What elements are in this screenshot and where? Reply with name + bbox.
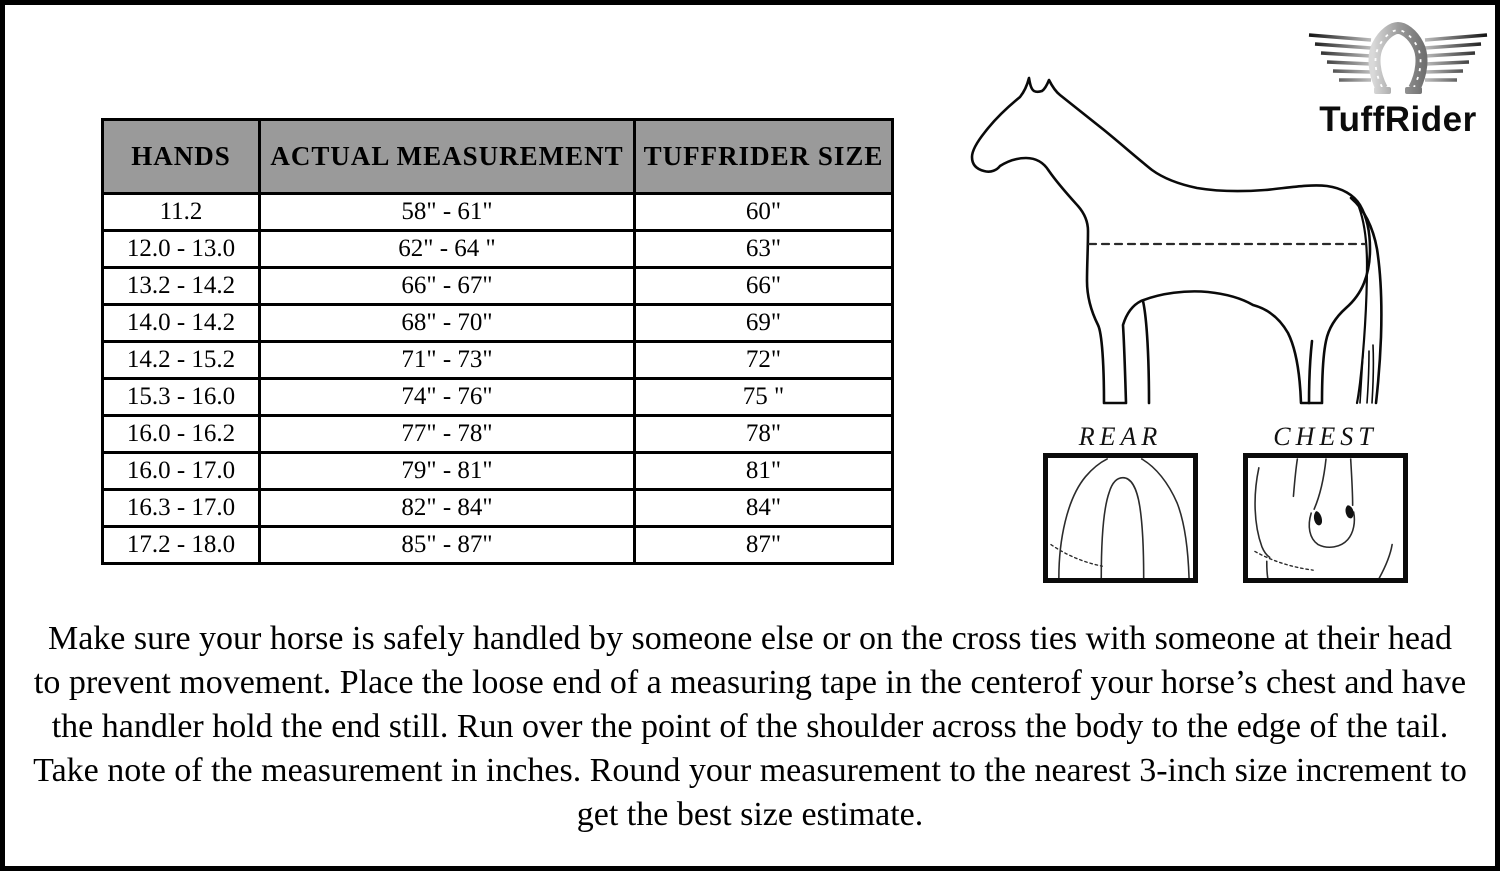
table-row bbox=[103, 305, 893, 342]
winged-horseshoe-icon bbox=[1303, 19, 1493, 99]
rear-figure-label: REAR bbox=[1078, 422, 1163, 451]
cell-measurement: 85" - 87" bbox=[260, 527, 635, 564]
cell-hands: 12.0 - 13.0 bbox=[103, 231, 260, 268]
cell-hands: 16.0 - 17.0 bbox=[103, 453, 260, 490]
horse-tail-strand bbox=[1372, 345, 1373, 403]
horseshoe-heel bbox=[1405, 87, 1422, 94]
cell-size: 63" bbox=[635, 231, 893, 268]
cell-measurement: 58" - 61" bbox=[260, 194, 635, 231]
cell-measurement: 62" - 64 " bbox=[260, 231, 635, 268]
table-row bbox=[103, 194, 893, 231]
cell-measurement: 79" - 81" bbox=[260, 453, 635, 490]
left-wing bbox=[1309, 35, 1371, 80]
cell-hands: 14.0 - 14.2 bbox=[103, 305, 260, 342]
chest-view-sketch bbox=[1248, 458, 1403, 578]
table-row bbox=[103, 527, 893, 564]
cell-hands: 16.0 - 16.2 bbox=[103, 416, 260, 453]
horseshoe bbox=[1375, 28, 1422, 89]
size-table bbox=[101, 118, 894, 565]
cell-size: 69" bbox=[635, 305, 893, 342]
header-hands: HANDS bbox=[103, 120, 260, 194]
cell-size: 72" bbox=[635, 342, 893, 379]
cell-hands: 13.2 - 14.2 bbox=[103, 268, 260, 305]
rear-view-figure bbox=[1043, 453, 1198, 583]
cell-size: 78" bbox=[635, 416, 893, 453]
table-row bbox=[103, 416, 893, 453]
cell-size: 75 " bbox=[635, 379, 893, 416]
cell-measurement: 68" - 70" bbox=[260, 305, 635, 342]
measuring-instructions: Make sure your horse is safely handled by someone else or on the cross ties with someone at their head to prevent movement. Place the loose end of a measuring tape in the centerof your horse’s chest and have the handler hold the end still. Run over the point of the shoulder across the body to the edge of the tail. Take note of the measurement in inches. Round your measurement to the nearest 3-inch size increment to get the best size estimate. bbox=[33, 620, 1467, 833]
table-row bbox=[103, 231, 893, 268]
header-tuffrider-size: TUFFRIDER SIZE bbox=[635, 120, 893, 194]
cell-size: 60" bbox=[635, 194, 893, 231]
chest-view-figure bbox=[1243, 453, 1408, 583]
cell-size: 81" bbox=[635, 453, 893, 490]
cell-hands: 16.3 - 17.0 bbox=[103, 490, 260, 527]
right-wing bbox=[1425, 35, 1487, 80]
horse-tail-strand bbox=[1367, 351, 1369, 403]
table-row bbox=[103, 342, 893, 379]
size-table-header bbox=[103, 120, 893, 194]
cell-size: 84" bbox=[635, 490, 893, 527]
cell-hands: 11.2 bbox=[103, 194, 260, 231]
table-row bbox=[103, 379, 893, 416]
horseshoe-heel bbox=[1374, 87, 1391, 94]
chest-figure-label: CHEST bbox=[1273, 422, 1378, 451]
table-row bbox=[103, 490, 893, 527]
table-header-row bbox=[103, 120, 893, 194]
cell-measurement: 71" - 73" bbox=[260, 342, 635, 379]
cell-size: 66" bbox=[635, 268, 893, 305]
cell-measurement: 77" - 78" bbox=[260, 416, 635, 453]
cell-hands: 15.3 - 16.0 bbox=[103, 379, 260, 416]
table-row bbox=[103, 453, 893, 490]
cell-hands: 17.2 - 18.0 bbox=[103, 527, 260, 564]
cell-size: 87" bbox=[635, 527, 893, 564]
brand-name: TuffRider bbox=[1319, 100, 1477, 139]
size-table-body bbox=[103, 194, 893, 564]
cell-measurement: 82" - 84" bbox=[260, 490, 635, 527]
rear-view-sketch bbox=[1048, 458, 1193, 578]
cell-hands: 14.2 - 15.2 bbox=[103, 342, 260, 379]
table-row bbox=[103, 268, 893, 305]
cell-measurement: 66" - 67" bbox=[260, 268, 635, 305]
header-actual-measurement: ACTUAL MEASUREMENT bbox=[260, 120, 635, 194]
cell-measurement: 74" - 76" bbox=[260, 379, 635, 416]
brand-logo bbox=[1302, 19, 1494, 140]
horse-front-leg-line bbox=[1143, 301, 1149, 403]
